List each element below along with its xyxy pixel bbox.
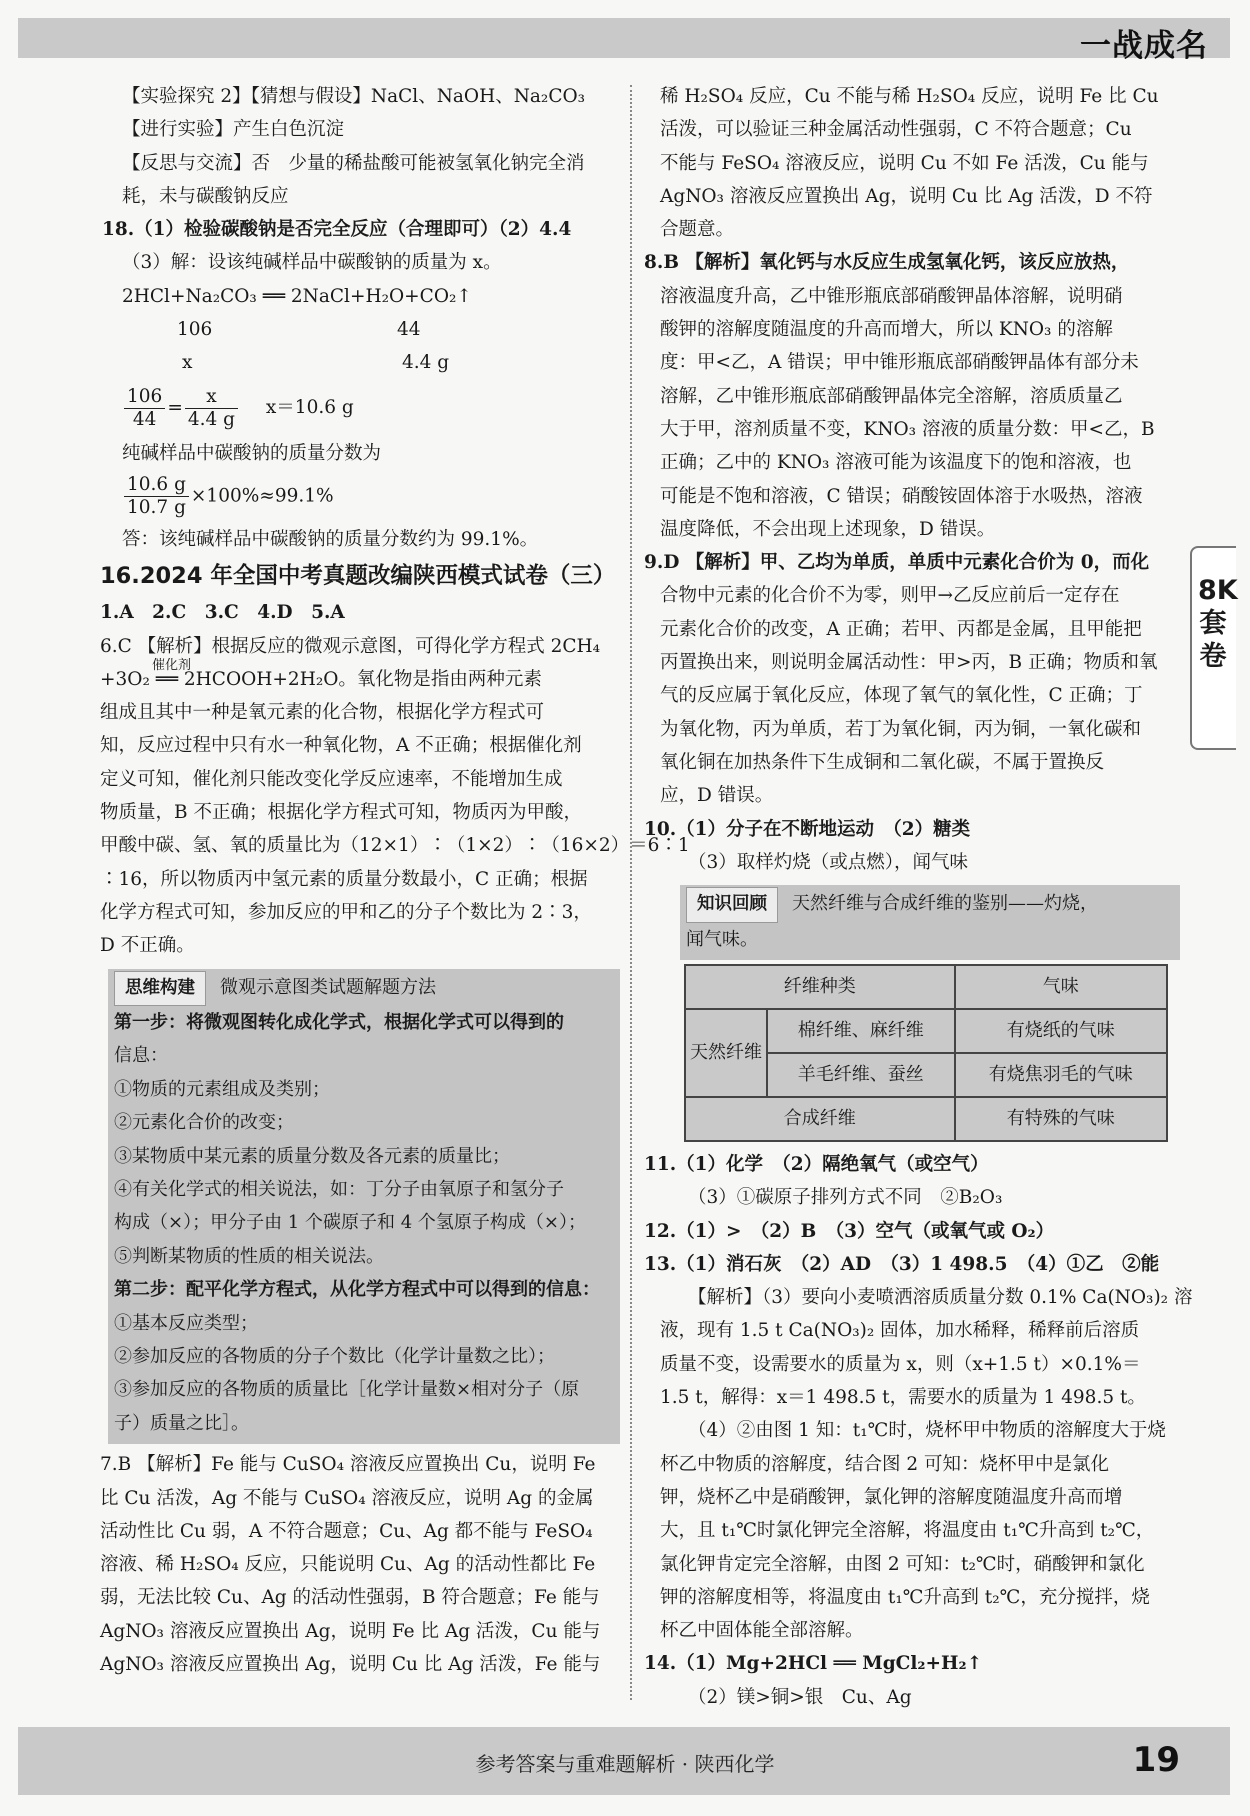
text-line: 度：甲<乙，A 错误；甲中锥形瓶底部硝酸钾晶体有部分未 — [660, 352, 1139, 374]
text-line: AgNO₃ 溶液反应置换出 Ag，说明 Cu 比 Ag 活泼，Fe 能与 — [100, 1654, 601, 1675]
table-cell: 有烧纸的气味 — [955, 1009, 1167, 1053]
text-line: 合物中元素的化合价不为零，则甲→乙反应前后一定存在 — [660, 585, 1120, 607]
text-line: 钾的溶解度相等，将温度由 t₁℃升高到 t₂℃，充分搅拌，烧 — [660, 1586, 1150, 1608]
text-line: 气的反应属于氧化反应，体现了氧气的氧化性，C 正确；丁 — [660, 685, 1143, 707]
text-line: 液，现有 1.5 t Ca(NO₃)₂ 固体，加水稀释，稀释前后溶质 — [660, 1320, 1140, 1342]
box-line: ④有关化学式的相关说法，如：丁分子由氧原子和氢分子 — [114, 1178, 564, 1200]
text-line: 氧化铜在加热条件下生成铜和二氧化碳，不属于置换反 — [660, 751, 1105, 773]
text-line: 弱，无法比较 Cu、Ag 的活动性强弱，B 符合题意；Fe 能与 — [100, 1587, 600, 1609]
equation-unknowns — [122, 346, 622, 379]
text-line: AgNO₃ 溶液反应置换出 Ag，说明 Cu 比 Ag 活泼，D 不符 — [660, 185, 1153, 207]
header-cell: 气味 — [955, 965, 1167, 1009]
knowledge-header — [686, 887, 1174, 922]
text-line: 元素化合价的改变，A 正确；若甲、丙都是金属，且甲能把 — [660, 618, 1142, 640]
text-line: 8.B 【解析】氧化钙与水反应生成氢氧化钙，该反应放热， — [644, 252, 1130, 274]
brand-logo: 一战成名 — [1080, 28, 1208, 64]
box-line: ③参加反应的各物质的质量比［化学计量数×相对分子（原 — [114, 1379, 580, 1401]
text-line: 稀 H₂SO₄ 反应，Cu 不能与稀 H₂SO₄ 反应，说明 Fe 比 Cu — [660, 86, 1159, 107]
knowledge-line-2: 闻气味。 — [686, 928, 758, 950]
text-line: 正确；乙中的 KNO₃ 溶液可能为该温度下的饱和溶液，也 — [660, 452, 1132, 474]
footer-title: 参考答案与重难题解析 · 陕西化学 — [475, 1752, 775, 1776]
text-line: （4）②由图 1 知：t₁℃时，烧杯甲中物质的溶解度大于烧 — [688, 1420, 1166, 1442]
text-line: （2）镁>铜>银 Cu、Ag — [688, 1686, 912, 1708]
text-line: 合题意。 — [660, 219, 735, 241]
text-line: 11.（1）化学 （2）隔绝氧气（或空气） — [644, 1153, 989, 1175]
text-line: 物质量，B 不正确；根据化学方程式可知，物质丙为甲酸， — [100, 802, 582, 824]
section-heading: 16.2024 年全国中考真题改编陕西模式试卷（三） — [100, 563, 616, 590]
box-line: ①基本反应类型； — [114, 1312, 258, 1334]
text-line: 杯乙中固体能全部溶解。 — [660, 1620, 864, 1642]
text-line: 知，反应过程中只有水一种氧化物，A 不正确；根据催化剂 — [100, 735, 582, 757]
text-line: （3）取样灼烧（或点燃），闻气味 — [688, 851, 969, 873]
knowledge-tag: 知识回顾 — [686, 887, 778, 922]
table-cell: 羊毛纤维、蚕丝 — [767, 1053, 955, 1097]
text-line: 10.（1）分子在不断地运动 （2）糖类 — [644, 818, 971, 840]
table-row — [685, 1009, 1167, 1053]
knowledge-line-1: 天然纤维与合成纤维的鉴别——灼烧， — [792, 893, 1098, 915]
thinking-tag: 思维构建 — [114, 971, 206, 1006]
fraction-right: $\frac{x}{4.4 g}$ — [185, 386, 238, 431]
box-line: 信息： — [114, 1045, 168, 1067]
box-line: 第二步：配平化学方程式，从化学方程式中可以得到的信息： — [114, 1279, 600, 1301]
text-line: 氯化钾肯定完全溶解，由图 2 可知：t₂℃时，硝酸钾和氯化 — [660, 1553, 1145, 1575]
side-tab — [1190, 546, 1236, 750]
thinking-title: 微观示意图类试题解题方法 — [220, 976, 436, 998]
text-line: 温度降低，不会出现上述现象，D 错误。 — [660, 518, 996, 540]
text-line: 12.（1）> （2）B （3）空气（或氧气或 O₂） — [644, 1220, 1055, 1242]
text-line: 化学方程式可知，参加反应的甲和乙的分子个数比为 2∶3， — [100, 901, 592, 923]
box-line: ②参加反应的各物质的分子个数比（化学计量数之比）； — [114, 1346, 555, 1367]
text-line: 1.5 t，解得：x＝1 498.5 t，需要水的质量为 1 498.5 t。 — [660, 1387, 1146, 1409]
text-line: 酸钾的溶解度随温度的升高而增大，所以 KNO₃ 的溶解 — [660, 319, 1113, 341]
text-line: 13.（1）消石灰 （2）AD （3）1 498.5 （4）①乙 ②能 — [644, 1253, 1160, 1275]
text-line: 耗，未与碳酸钠反应 — [122, 185, 289, 207]
text-line: 丙置换出来，则说明金属活动性：甲>丙，B 正确；物质和氧 — [660, 652, 1158, 674]
thinking-box-header — [114, 971, 614, 1006]
group-cell: 天然纤维 — [685, 1009, 767, 1097]
text-line: 【反思与交流】否 少量的稀盐酸可能被氢氧化钠完全消 — [122, 152, 585, 174]
answer-line: 答：该纯碱样品中碳酸钠的质量分数约为 99.1%。 — [122, 528, 539, 550]
text-line: 14.（1）Mg+2HCl ══ MgCl₂+H₂↑ — [644, 1653, 983, 1675]
text-line: 大，且 t₁℃时氯化钾完全溶解，将温度由 t₁℃升高到 t₂℃， — [660, 1520, 1155, 1542]
equation-masses — [122, 313, 622, 346]
text-line: +3O₂ ══ 2HCOOH+2H₂O。氧化物是指由两种元素 催化剂 — [100, 663, 622, 696]
page-number: 19 — [1132, 1740, 1180, 1780]
proportion: $\frac{106}{44}$ = $\frac{x}{4.4 g}$ x＝10.6 g — [122, 386, 622, 431]
thinking-box — [108, 969, 620, 1445]
text-line: （3）解：设该纯碱样品中碳酸钠的质量为 x。 — [122, 252, 502, 274]
text-line: 1.A 2.C 3.C 4.D 5.A — [100, 602, 345, 624]
column-divider — [630, 85, 633, 1700]
equation: 2HCl+Na₂CO₃ ══ 2NaCl+H₂O+CO₂↑ — [122, 285, 472, 307]
text-line: AgNO₃ 溶液反应置换出 Ag，说明 Fe 比 Ag 活泼，Cu 能与 — [100, 1620, 601, 1642]
right-column — [644, 80, 1193, 1714]
table-cell: 有烧焦羽毛的气味 — [955, 1053, 1167, 1097]
box-line: ②元素化合价的改变； — [114, 1112, 294, 1134]
text-line: 不能与 FeSO₄ 溶液反应，说明 Cu 不如 Fe 活泼，Cu 能与 — [660, 152, 1149, 174]
mass-co2: 44 — [397, 319, 421, 341]
text-line: 应，D 错误。 — [660, 785, 774, 807]
text-line: 溶液温度升高，乙中锥形瓶底部硝酸钾晶体溶解，说明硝 — [660, 285, 1123, 307]
side-tab-label: 8K套卷 — [1198, 575, 1238, 672]
fiber-table — [684, 964, 1168, 1142]
header-bar — [18, 18, 1230, 58]
text-line: 可能是不饱和溶液，C 错误；硝酸铵固体溶于水吸热，溶液 — [660, 485, 1143, 507]
text-line: D 不正确。 — [100, 935, 195, 957]
box-line: 构成（×）；甲分子由 1 个碳原子和 4 个氢原子构成（×）； — [114, 1212, 586, 1234]
text-line: ∶16，所以物质丙中氢元素的质量分数最小，C 正确；根据 — [100, 868, 588, 890]
table-cell: 棉纤维、麻纤维 — [767, 1009, 955, 1053]
text-line: 比 Cu 活泼，Ag 不能与 CuSO₄ 溶液反应，说明 Ag 的金属 — [100, 1487, 594, 1509]
text-line: 质量不变，设需要水的质量为 x，则（x+1.5 t）×0.1%＝ — [660, 1353, 1141, 1375]
mass-na2co3: 106 — [177, 319, 213, 341]
box-line: ③某物质中某元素的质量分数及各元素的质量比； — [114, 1145, 510, 1167]
box-line: 第一步：将微观图转化成化学式，根据化学式可以得到的 — [114, 1011, 564, 1033]
text-line: 18.（1）检验碳酸钠是否完全反应（合理即可）（2）4.4 — [102, 219, 572, 241]
fraction-left: $\frac{106}{44}$ — [124, 386, 165, 431]
percentage-calc: $\frac{10.6 g}{10.7 g}$ ×100%≈99.1% — [122, 474, 622, 519]
text-line: 活泼，可以验证三种金属活动性强弱，C 不符合题意；Cu — [660, 119, 1132, 141]
text-line: 钾，烧杯乙中是硝酸钾，氯化钾的溶解度随温度升高而增 — [660, 1486, 1123, 1508]
box-line: ⑤判断某物质的性质的相关说法。 — [114, 1245, 384, 1267]
text-line: 甲酸中碳、氢、氧的质量比为（12×1）∶（1×2）∶（16×2）＝6∶1 — [100, 835, 690, 857]
text-line: 杯乙中物质的溶解度，结合图 2 可知：烧杯甲中是氯化 — [660, 1453, 1110, 1475]
fraction-mass: $\frac{10.6 g}{10.7 g}$ — [124, 474, 189, 519]
text-line: 为氧化物，丙为单质，若丁为氧化铜，丙为铜，一氧化碳和 — [660, 718, 1142, 740]
text-line: 纯碱样品中碳酸钠的质量分数为 — [122, 442, 382, 464]
text-line: 【进行实验】产生白色沉淀 — [122, 119, 345, 141]
text-line: 溶液、稀 H₂SO₄ 反应，只能说明 Cu、Ag 的活动性都比 Fe — [100, 1554, 596, 1576]
table-row — [685, 1097, 1167, 1141]
text-line: 7.B 【解析】Fe 能与 CuSO₄ 溶液反应置换出 Cu，说明 Fe — [100, 1454, 596, 1476]
catalyst-label: 催化剂 — [152, 657, 192, 673]
knowledge-box — [680, 885, 1180, 960]
text-line: 【实验探究 2】【猜想与假设】NaCl、NaOH、Na₂CO₃ — [122, 86, 586, 107]
box-line: ①物质的元素组成及类别； — [114, 1078, 330, 1100]
text-line: 活动性比 Cu 弱，A 不符合题意；Cu、Ag 都不能与 FeSO₄ — [100, 1520, 593, 1542]
text-line: 组成且其中一种是氧元素的化合物，根据化学方程式可 — [100, 702, 545, 724]
text-line: 溶解，乙中锥形瓶底部硝酸钾晶体完全溶解，溶质质量乙 — [660, 385, 1123, 407]
table-header-row — [685, 965, 1167, 1009]
text-line: 6.C 【解析】根据反应的微观示意图，可得化学方程式 2CH₄ — [100, 635, 601, 657]
left-column — [100, 80, 690, 1681]
header-cell: 纤维种类 — [685, 965, 955, 1009]
given-co2: 4.4 g — [402, 352, 450, 374]
box-line: 子）质量之比］。 — [114, 1412, 249, 1434]
table-cell: 合成纤维 — [685, 1097, 955, 1141]
text-line: 定义可知，催化剂只能改变化学反应速率，不能增加生成 — [100, 768, 563, 790]
result-x: x＝10.6 g — [265, 397, 354, 419]
text-line: （3）①碳原子排列方式不同 ②B₂O₃ — [688, 1187, 1003, 1209]
text-line: 9.D 【解析】甲、乙均为单质，单质中元素化合价为 0，而化 — [644, 552, 1150, 574]
text-line: 大于甲，溶剂质量不变，KNO₃ 溶液的质量分数：甲<乙，B — [660, 418, 1155, 440]
text-line: 【解析】（3）要向小麦喷洒溶质质量分数 0.1% Ca(NO₃)₂ 溶 — [688, 1287, 1193, 1309]
table-cell: 有特殊的气味 — [955, 1097, 1167, 1141]
unknown-x: x — [182, 352, 193, 374]
